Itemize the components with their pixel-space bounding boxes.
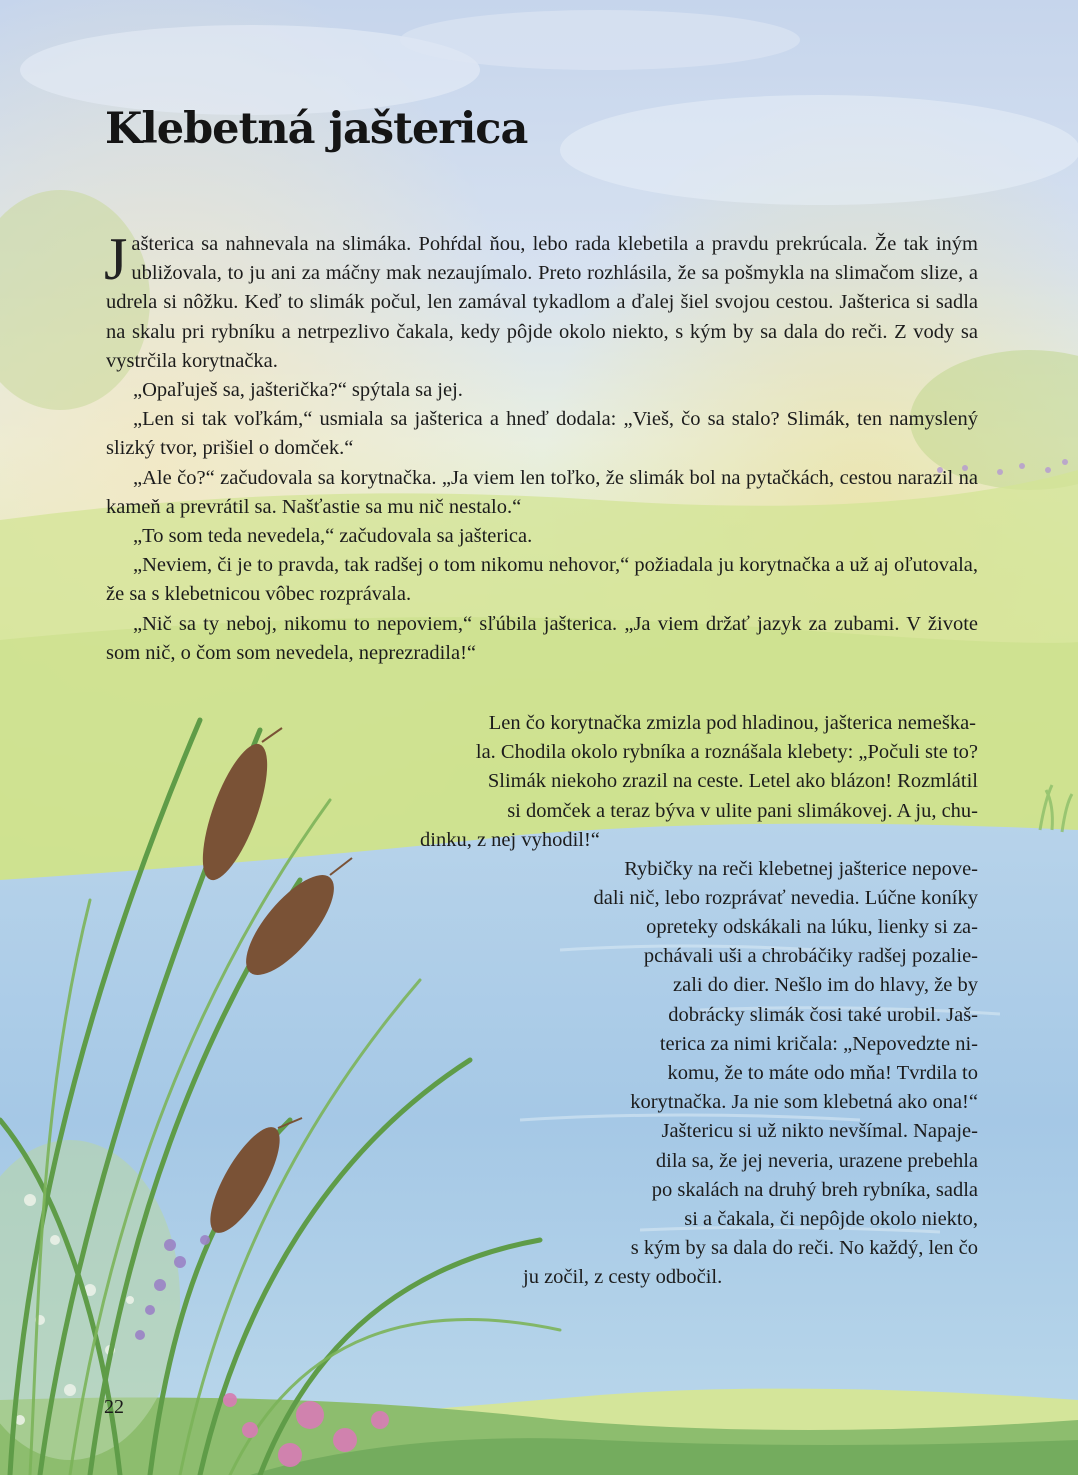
text-line: zali do dier. Nešlo im do hlavy, že by — [673, 974, 978, 996]
page-number: 22 — [104, 1396, 124, 1418]
text-line: s kým by sa dala do reči. No každý, len čo — [630, 1237, 978, 1259]
text-line: si a čakala, či nepôjde okolo niekto, — [684, 1208, 978, 1230]
text-line: terica za nimi kričala: „Nepovedzte ni- — [659, 1033, 978, 1055]
text-line: korytnačka. Ja nie som klebetná ako ona!“ — [630, 1091, 978, 1113]
text-line: dali nič, lebo rozprávať nevedia. Lúčne koníky — [593, 887, 978, 909]
drop-cap: J — [104, 226, 128, 292]
text-line: opreteky odskákali na lúku, lienky si za- — [646, 916, 978, 938]
paragraph: „Opaľuješ sa, jašterička?“ spýtala sa jej. — [133, 379, 463, 402]
paragraph: „To som teda nevedela,“ začudovala sa jašterica. — [133, 525, 533, 548]
text-line: Jaštericu si už nikto nevšímal. Napaje- — [661, 1120, 978, 1142]
story-text — [104, 226, 978, 668]
text-line: ju zočil, z cesty odbočil. — [523, 1266, 723, 1288]
text-line: pchávali uši a chrobáčiky radšej pozalie- — [643, 945, 978, 967]
opening-paragraph — [104, 226, 978, 376]
text-line: dobrácky slimák čosi také urobil. Jaš- — [668, 1004, 978, 1026]
text-line: Slimák niekoho zrazil na ceste. Letel ako blázon! Rozmlátil — [487, 770, 978, 792]
text-line: komu, že to máte odo mňa! Tvrdila to — [667, 1062, 978, 1084]
text-line: la. Chodila okolo rybníka a roznášala klebety: „Počuli ste to? — [475, 741, 978, 763]
paragraph: „Ale čo?“ začudovala sa korytnačka. „Ja viem len toľko, že slimák bol na pytačkách, cestou narazil na kameň a prevrátil sa. Našťastie sa mu nič nestalo.“ — [106, 466, 978, 518]
text-line: dinku, z nej vyhodil!“ — [420, 829, 600, 851]
text-line: Len čo korytnačka zmizla pod hladinou, jašterica nemeška- — [488, 712, 976, 734]
text-line: dila sa, že jej neveria, urazene prebehla — [655, 1150, 978, 1172]
paragraph: „Len si tak voľkám,“ usmiala sa jašterica a hneď dodala: „Vieš, čo sa stalo? Slimák, ten namyslený slizký tvor, prišiel o domček.“ — [106, 408, 978, 460]
page-title: Klebetná jašterica — [105, 104, 528, 154]
paragraph: „Nič sa ty neboj, nikomu to nepoviem,“ sľúbila jašterica. „Ja viem držať jazyk za zubami. V živote som nič, o čom som nevedela, neprezradila!“ — [106, 612, 978, 664]
opening-paragraph-text: ašterica sa nahnevala na slimáka. Pohŕdal ňou, lebo rada klebetila a pravdu prekrúcala. Že tak iným ubližovala, to ju ani za máčny mak nezaujímalo. Preto rozhlásila, že sa pošmykla na slimačom slize, a udrela si nôžku. Keď to slimák počul, len zamával tykadlom a ďalej šiel svojou cestou. Jašterica si sadla na skalu pri rybníku a netrpezlivo čakala, kedy pôjde okolo niekto, s kým by sa dala do reči. Z vody sa vystrčila korytnačka. — [106, 233, 978, 372]
text-line: po skalách na druhý breh rybníka, sadla — [651, 1179, 978, 1201]
text-line: si domček a teraz býva v ulite pani slimákovej. A ju, chu- — [507, 800, 978, 822]
text-line: Rybičky na reči klebetnej jašterice nepove- — [624, 858, 978, 880]
paragraph: „Neviem, či je to pravda, tak radšej o tom nikomu nehovor,“ požiadala ju korytnačka a už aj oľutovala, že sa s klebetnicou vôbec rozprávala. — [106, 554, 978, 606]
